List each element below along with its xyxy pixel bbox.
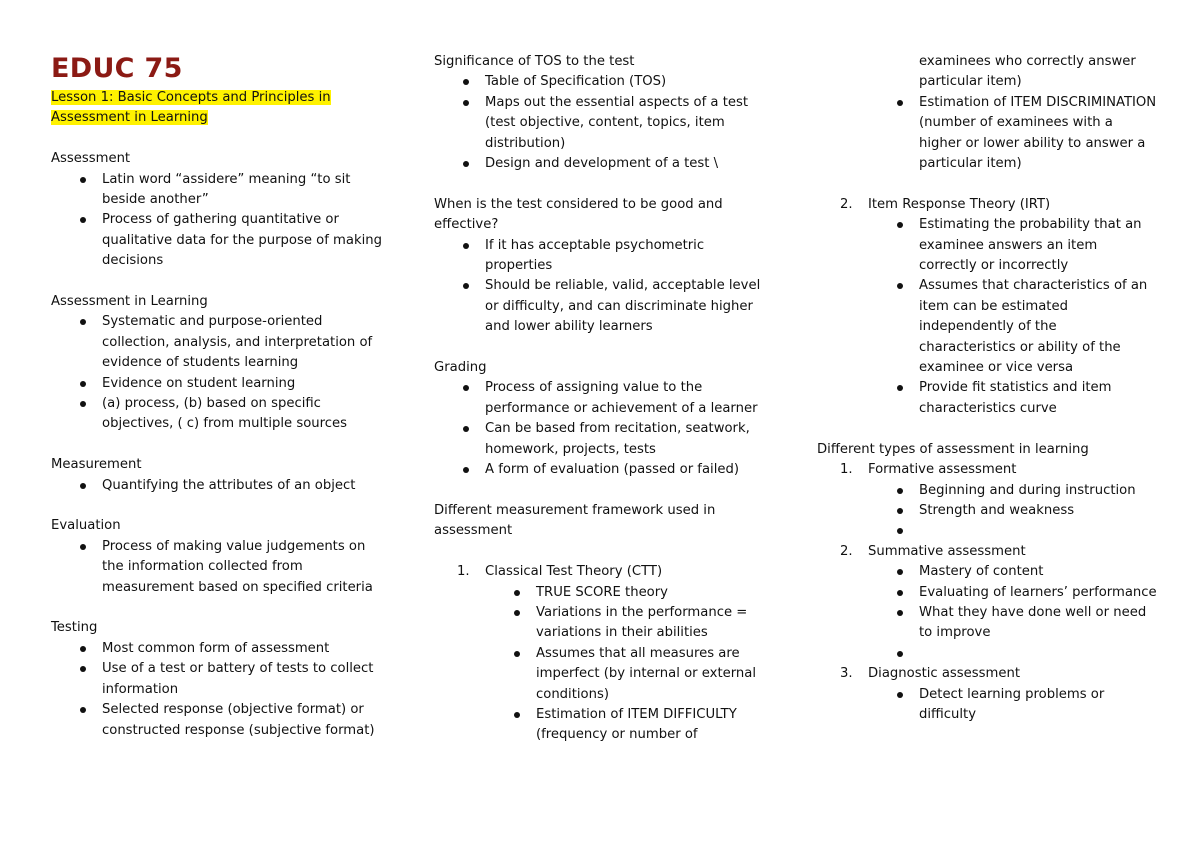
item-number: 1. xyxy=(457,564,470,580)
column-2 xyxy=(434,52,774,746)
types-list-3 xyxy=(817,664,1157,684)
list-item: Provide fit statistics and item characteristics curve xyxy=(817,378,1157,419)
list-item: Should be reliable, valid, acceptable level or difficulty, and can discriminate higher and lower ability learners xyxy=(434,276,774,337)
types-list xyxy=(817,460,1157,480)
item-label: Classical Test Theory (CTT) xyxy=(485,564,663,580)
list-item: Mastery of content xyxy=(817,562,1157,582)
list-item: Use of a test or battery of tests to collect information xyxy=(51,659,386,700)
list-item: Systematic and purpose-oriented collection, analysis, and interpretation of evidence of students learning xyxy=(51,312,386,373)
ctt-sublist xyxy=(434,583,774,746)
lesson-highlight: Lesson 1: Basic Concepts and Principles in Assessment in Learning xyxy=(51,90,331,126)
section-heading-grading: Grading xyxy=(434,360,487,376)
assessment-list xyxy=(51,170,386,272)
good-test-list xyxy=(434,236,774,338)
ctt-continued-list xyxy=(817,52,1157,174)
section-heading-types: Different types of assessment in learning xyxy=(817,441,1089,457)
numbered-item-summative xyxy=(817,542,1157,562)
list-item: Process of gathering quantitative or qualitative data for the purpose of making decisions xyxy=(51,210,386,271)
item-label: Diagnostic assessment xyxy=(868,666,1021,682)
item-number: 1. xyxy=(840,462,853,478)
item-number: 2. xyxy=(840,196,853,212)
list-item: Estimation of ITEM DISCRIMINATION (number of examinees with a higher or lower ability to answer a particular item) xyxy=(817,93,1157,175)
section-heading-testing: Testing xyxy=(51,620,98,636)
list-item-continuation: examinees who correctly answer particular item) xyxy=(919,54,1136,90)
frameworks-list xyxy=(434,562,774,582)
list-item: What they have done well or need to improve xyxy=(817,603,1157,644)
numbered-item-diagnostic xyxy=(817,664,1157,684)
numbered-item-ctt xyxy=(434,562,774,582)
item-label: Formative assessment xyxy=(868,462,1017,478)
section-heading-tos: Significance of TOS to the test xyxy=(434,54,635,69)
list-item: (a) process, (b) based on specific objectives, ( c) from multiple sources xyxy=(51,394,386,435)
list-item: Latin word “assidere” meaning “to sit beside another” xyxy=(51,170,386,211)
list-item: Estimation of ITEM DIFFICULTY (frequency or number of xyxy=(434,705,774,746)
irt-sublist xyxy=(817,215,1157,419)
formative-sublist xyxy=(817,481,1157,542)
list-item: Can be based from recitation, seatwork, homework, projects, tests xyxy=(434,419,774,460)
assessment-in-learning-list xyxy=(51,312,386,434)
list-item: Strength and weakness xyxy=(817,501,1157,521)
list-item: Beginning and during instruction xyxy=(817,481,1157,501)
list-item: Assumes that characteristics of an item can be estimated independently of the characteristics or ability of the examinee or vice versa xyxy=(817,276,1157,378)
list-item: Estimating the probability that an examinee answers an item correctly or incorrectly xyxy=(817,215,1157,276)
section-heading-assessment-in-learning: Assessment in Learning xyxy=(51,294,208,310)
list-item: Variations in the performance = variations in their abilities xyxy=(434,603,774,644)
list-item: Process of assigning value to the performance or achievement of a learner xyxy=(434,378,774,419)
list-item: Detect learning problems or difficulty xyxy=(817,685,1157,726)
item-number: 2. xyxy=(840,543,853,559)
numbered-item-irt xyxy=(817,195,1157,215)
item-label: Item Response Theory (IRT) xyxy=(868,196,1051,212)
section-heading-good-test: When is the test considered to be good and effective? xyxy=(434,196,723,233)
item-number: 3. xyxy=(840,666,853,682)
section-heading-evaluation: Evaluation xyxy=(51,518,121,534)
list-item: A form of evaluation (passed or failed) xyxy=(434,460,774,480)
list-item: Most common form of assessment xyxy=(51,639,386,659)
list-item: Process of making value judgements on the information collected from measurement based on specified criteria xyxy=(51,537,386,598)
list-item: Assumes that all measures are imperfect (by internal or external conditions) xyxy=(434,644,774,705)
testing-list xyxy=(51,639,386,741)
section-heading-measurement: Measurement xyxy=(51,457,142,473)
list-item: Design and development of a test \ xyxy=(434,154,774,174)
list-item: Selected response (objective format) or constructed response (subjective format) xyxy=(51,700,386,741)
lesson-title xyxy=(51,88,386,129)
diagnostic-sublist xyxy=(817,685,1157,726)
list-item: If it has acceptable psychometric properties xyxy=(434,236,774,277)
item-label: Summative assessment xyxy=(868,543,1026,559)
column-3 xyxy=(817,52,1157,725)
grading-list xyxy=(434,378,774,480)
column-1 xyxy=(51,52,386,741)
list-item: Evidence on student learning xyxy=(51,374,386,394)
evaluation-list xyxy=(51,537,386,598)
page-title: EDUC 75 xyxy=(51,53,183,84)
irt-list xyxy=(817,195,1157,215)
measurement-list xyxy=(51,476,386,496)
list-item: Evaluating of learners’ performance xyxy=(817,583,1157,603)
list-item: Table of Specification (TOS) xyxy=(434,72,774,92)
list-item: TRUE SCORE theory xyxy=(434,583,774,603)
section-heading-assessment: Assessment xyxy=(51,151,131,167)
summative-sublist xyxy=(817,562,1157,664)
tos-list xyxy=(434,72,774,174)
list-item-empty xyxy=(817,644,1157,664)
list-item: Maps out the essential aspects of a test (test objective, content, topics, item distribution) xyxy=(434,93,774,154)
section-heading-frameworks: Different measurement framework used in assessment xyxy=(434,502,716,539)
list-item: Quantifying the attributes of an object xyxy=(51,476,386,496)
types-list-2 xyxy=(817,542,1157,562)
list-item-empty xyxy=(817,521,1157,541)
numbered-item-formative xyxy=(817,460,1157,480)
